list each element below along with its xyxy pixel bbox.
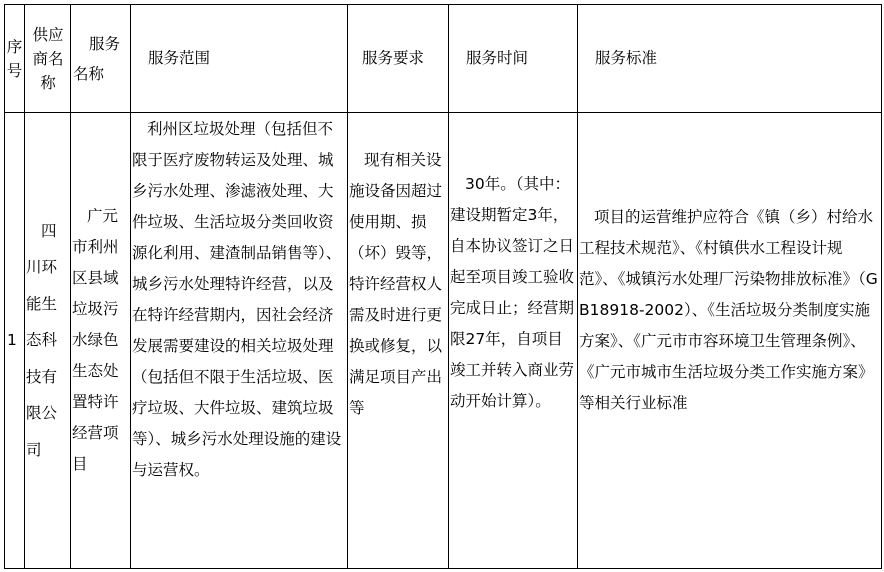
row-requirement-value: 现有相关设施设备因超过使用期、损（坏）毁等，特许经营权人需及时进行更换或修复，以满足项目产出等 (349, 151, 443, 417)
header-row (5, 5, 882, 113)
row-supplier (25, 113, 71, 569)
header-standard-label: 服务标准 (595, 48, 658, 67)
header-requirement (348, 5, 449, 113)
header-seq-label: 序号 (6, 37, 23, 80)
header-service-name-label: 服务名称 (73, 34, 121, 83)
header-service-name (71, 5, 131, 113)
row-service-name-value: 广元市利州区县域垃圾污水绿色生态处置特许经营项目 (72, 207, 119, 473)
header-requirement-label: 服务要求 (362, 48, 425, 67)
header-scope (131, 5, 348, 113)
header-supplier (25, 5, 71, 113)
header-time-label: 服务时间 (466, 48, 529, 67)
row-seq (5, 113, 25, 569)
row-time (449, 113, 578, 569)
row-requirement (348, 113, 449, 569)
header-seq (5, 5, 25, 113)
row-supplier-value: 四川环能生态科技有限公司 (26, 221, 58, 459)
header-scope-label: 服务范围 (148, 48, 211, 67)
row-scope (131, 113, 348, 569)
row-scope-value: 利州区垃圾处理（包括但不限于医疗废物转运及处理、城乡污水处理、渗滤液处理、大件垃圾、生活垃圾分类回收资源化利用、建渣制品销售等）、城乡污水处理特许经营，以及在特许经营期内，因社会经济发展需要建设的相关垃圾处理（包括但不限于生活垃圾、医疗垃圾、大件垃圾、建筑垃圾等）、城乡污水处理设施的建设与运营权。 (132, 120, 342, 479)
row-standard (578, 113, 882, 569)
table-row (5, 113, 882, 569)
row-service-name (71, 113, 131, 569)
header-standard (578, 5, 882, 113)
header-time (449, 5, 578, 113)
row-standard-value: 项目的运营维护应符合《镇（乡）村给水工程技术规范》、《村镇供水工程设计规范》、《城镇污水处理厂污染物排放标准》（GB18918-2002）、《生活垃圾分类制度实施方案》、《广元市市容环境卫生管理条例》、《广元市城市生活垃圾分类工作实施方案》等相关行业标准 (579, 208, 878, 412)
row-time-value: 30年。（其中：建设期暂定3年，自本协议签订之日起至项目竣工验收完成日止；经营期限27年，自项目竣工并转入商业劳动开始计算）。 (450, 175, 575, 410)
row-seq-value: 1 (7, 330, 17, 349)
service-table (4, 4, 882, 569)
header-supplier-label: 供应商名称 (32, 25, 64, 92)
